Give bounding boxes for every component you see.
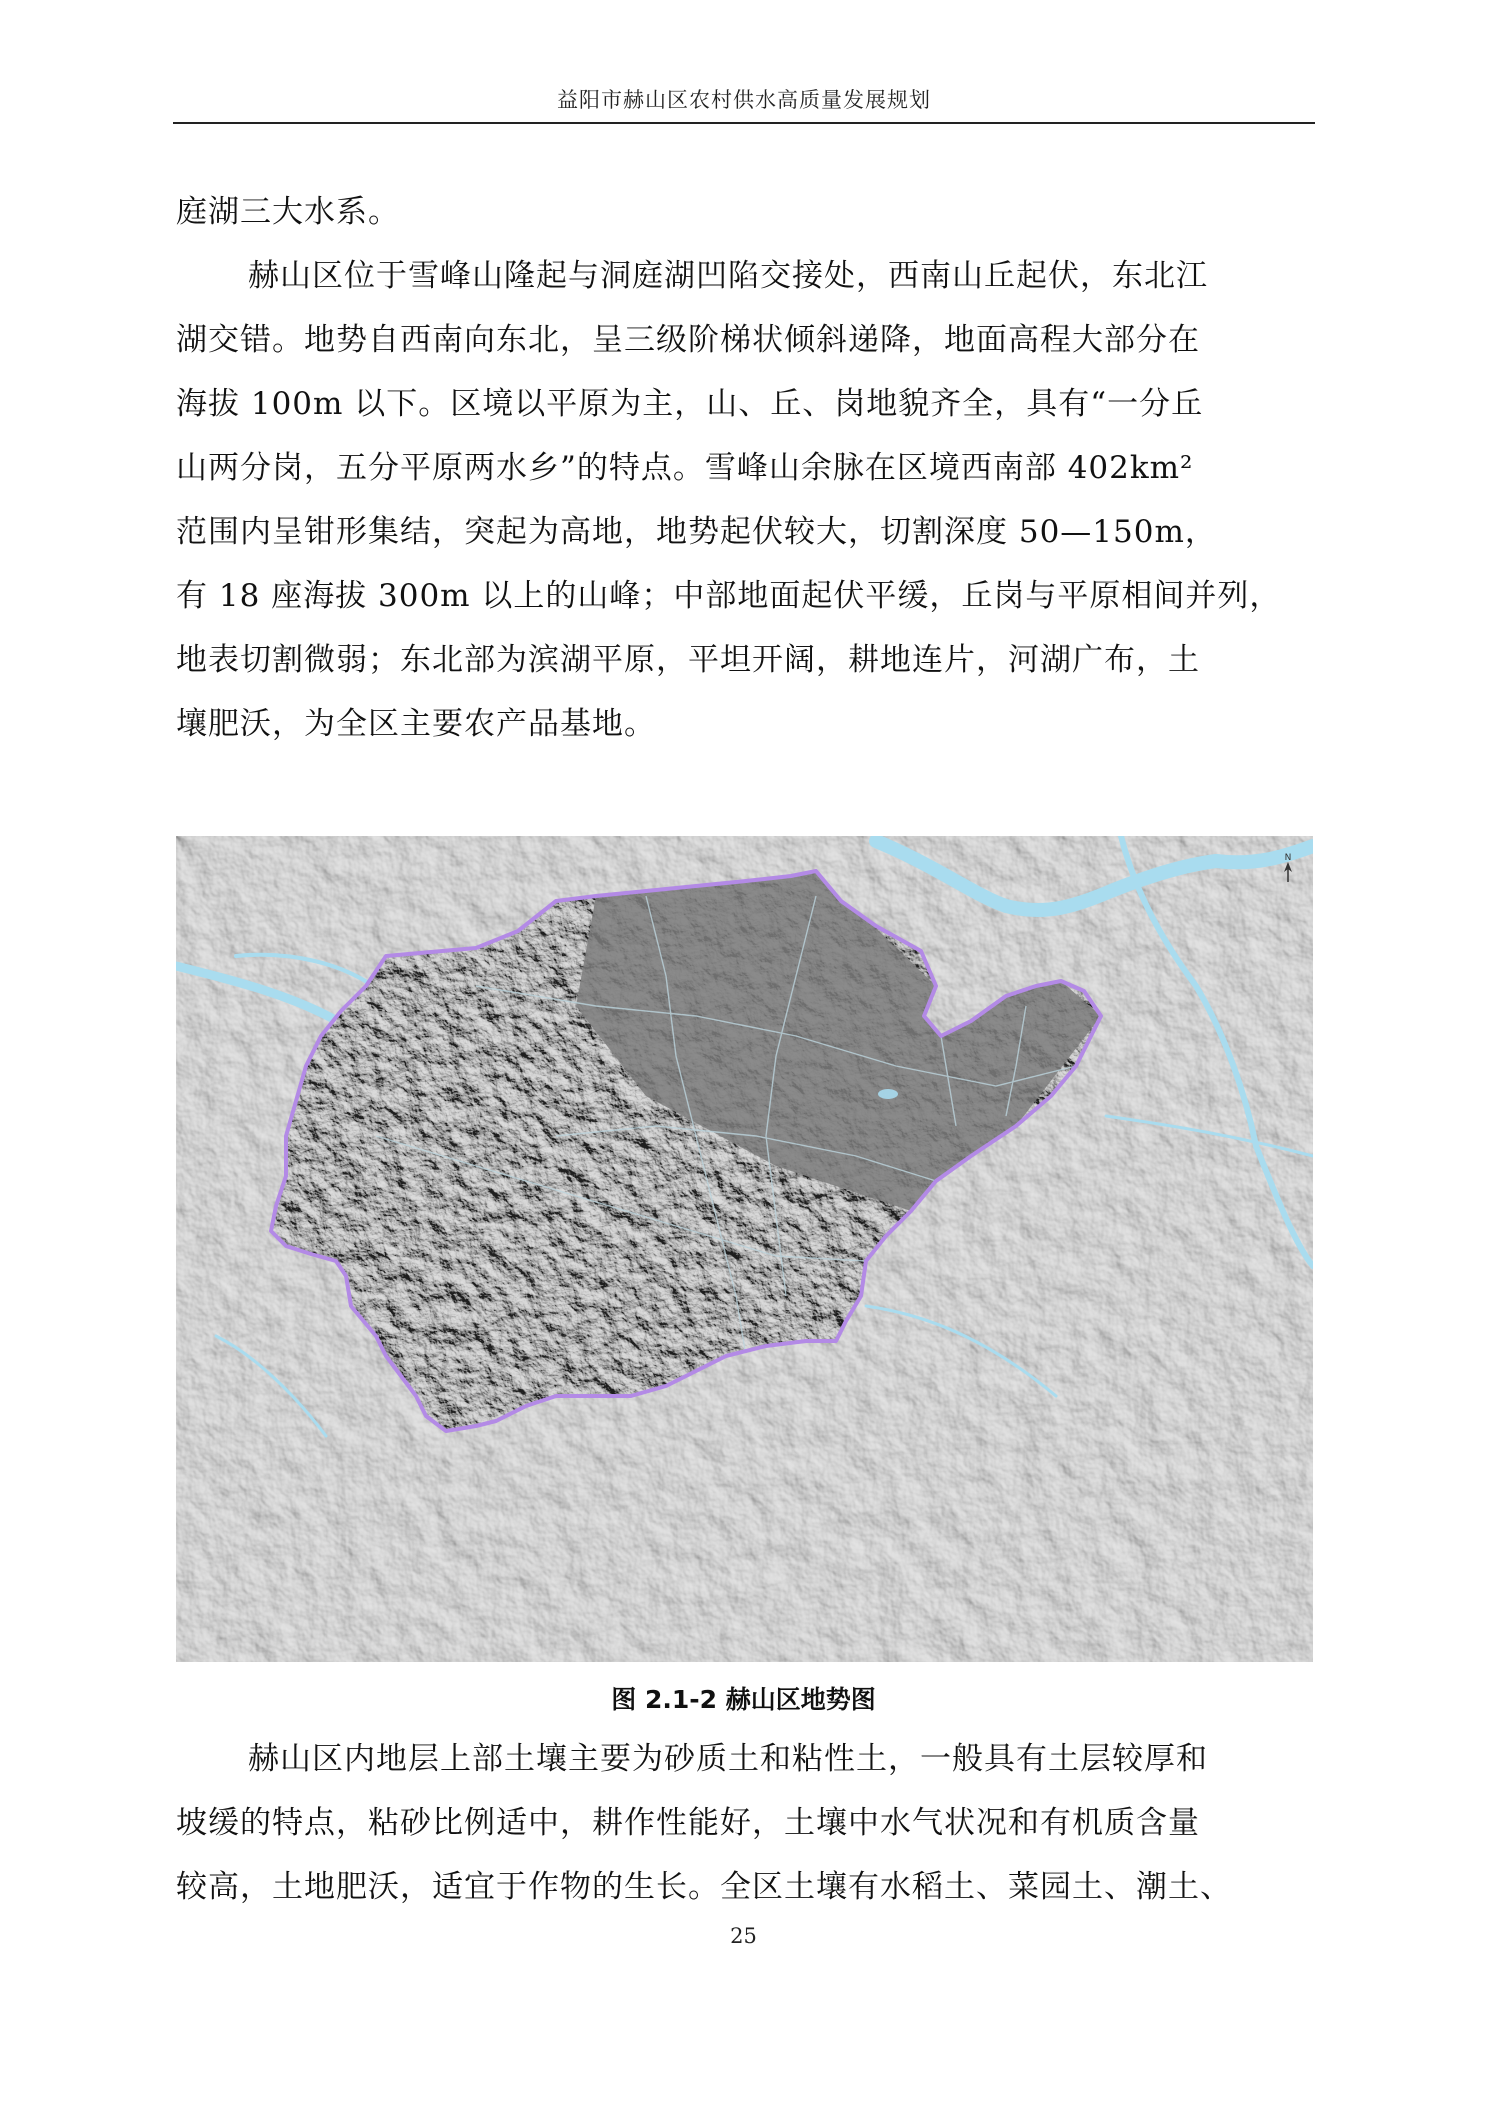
paragraph-line: 湖交错。地势自西南向东北，呈三级阶梯状倾斜递降，地面高程大部分在 <box>176 322 1200 358</box>
paragraph-line: 赫山区内地层上部土壤主要为砂质土和粘性土，一般具有土层较厚和 <box>248 1741 1208 1777</box>
paragraph-line: 有 18 座海拔 300m 以上的山峰；中部地面起伏平缓，丘岗与平原相间并列， <box>176 578 1282 614</box>
terrain-map-figure <box>176 836 1313 1662</box>
paragraph-line: 地表切割微弱；东北部为滨湖平原，平坦开阔，耕地连片，河湖广布，土 <box>176 642 1200 678</box>
header-divider <box>173 122 1315 124</box>
body-text-bottom <box>176 1727 1314 1919</box>
paragraph-line: 庭湖三大水系。 <box>176 194 400 230</box>
paragraph-line: 赫山区位于雪峰山隆起与洞庭湖凹陷交接处，西南山丘起伏，东北江 <box>248 258 1208 294</box>
paragraph-line: 山两分岗，五分平原两水乡”的特点。雪峰山余脉在区境西南部 402km² <box>176 450 1194 486</box>
paragraph-line: 壤肥沃，为全区主要农产品基地。 <box>176 706 656 742</box>
north-label: N <box>1284 853 1292 863</box>
body-text-top <box>176 180 1314 756</box>
terrain-map <box>176 836 1313 1662</box>
paragraph-line: 范围内呈钳形集结，突起为高地，地势起伏较大，切割深度 50—150m， <box>176 514 1217 550</box>
page-number: 25 <box>730 1924 757 1948</box>
paragraph-line: 较高，土地肥沃，适宜于作物的生长。全区土壤有水稻土、菜园土、潮土、 <box>176 1869 1232 1905</box>
paragraph-line: 坡缓的特点，粘砂比例适中，耕作性能好，土壤中水气状况和有机质含量 <box>176 1805 1200 1841</box>
figure-caption: 图 2.1-2 赫山区地势图 <box>611 1685 876 1714</box>
running-header: 益阳市赫山区农村供水高质量发展规划 <box>557 88 931 112</box>
paragraph-line: 海拔 100m 以下。区境以平原为主，山、丘、岗地貌齐全，具有“一分丘 <box>176 386 1204 422</box>
